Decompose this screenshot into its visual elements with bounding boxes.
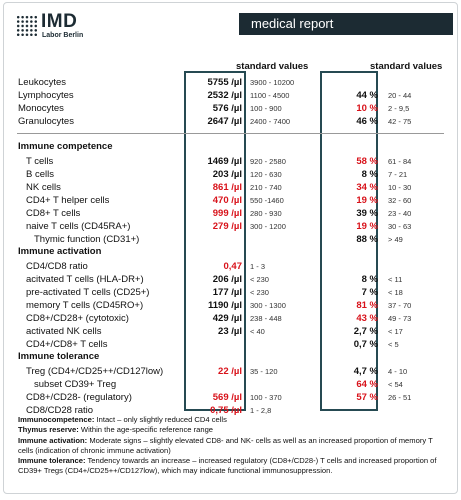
row-label: NK cells xyxy=(26,182,61,193)
row-reference: 210 - 740 xyxy=(250,183,282,192)
row-value: 999 /µl xyxy=(212,208,242,219)
row-granulocytes xyxy=(18,115,448,128)
row-percent: 64 % xyxy=(356,379,378,390)
row-reference: 280 - 930 xyxy=(250,209,282,218)
row-reference: 1 - 2,8 xyxy=(250,406,272,415)
row-label: memory T cells (CD45RO+) xyxy=(26,300,144,311)
note-title: Immunocompetence: xyxy=(18,415,95,424)
logo-name: IMD xyxy=(41,11,78,32)
row-cd4-cd8-ratio xyxy=(18,260,448,273)
row-percent-reference: 49 - 73 xyxy=(388,314,412,323)
note-title: Thymus reserve: xyxy=(18,425,79,435)
row-value: 1469 /µl xyxy=(207,156,242,167)
row-reference: 920 - 2580 xyxy=(250,157,286,166)
row-percent-reference: 4 - 10 xyxy=(388,367,408,376)
row-pre-activated-t-cells xyxy=(18,286,448,299)
row-percent-reference: > 49 xyxy=(388,235,403,244)
row-percent: 19 % xyxy=(356,221,378,232)
row-percent: 8 % xyxy=(361,169,378,180)
note-text: Tendency towards an increase – increased regulatory (CD8+/CD28-) T cells and increased proportion of CD39+ Tregs (CD4+/CD25++/CD127low), which may indicate functional immunosuppression. xyxy=(18,456,437,476)
row-label: CD8+/CD28+ (cytotoxic) xyxy=(26,313,129,324)
note-title: Immune tolerance: xyxy=(18,456,86,466)
row-label: CD4+ T helper cells xyxy=(26,195,110,206)
dot-grid-icon xyxy=(16,15,38,37)
row-value: 203 /µl xyxy=(212,169,242,180)
row-label: CD8+ T cells xyxy=(26,208,81,219)
row-percent: 8 % xyxy=(361,274,378,285)
row-label: naive T cells (CD45RA+) xyxy=(26,221,131,232)
row-lymphocytes xyxy=(18,89,448,102)
row-value: 569 /µl xyxy=(212,392,242,403)
row-label: CD4+/CD8+ T cells xyxy=(26,339,108,350)
row-reference: 300 - 1300 xyxy=(250,301,286,310)
row-activated-nk-cells xyxy=(18,325,448,338)
row-percent: 88 % xyxy=(356,234,378,245)
row-percent-reference: 61 - 84 xyxy=(388,157,412,166)
row-label: T cells xyxy=(26,156,54,167)
row-label: Treg (CD4+/CD25++/CD127low) xyxy=(26,366,164,377)
row-reference: 100 - 370 xyxy=(250,393,282,402)
row-memory-t-cells xyxy=(18,299,448,312)
divider xyxy=(17,133,444,134)
row-reference: < 40 xyxy=(250,327,265,336)
logo-subtitle: Labor Berlin xyxy=(42,32,84,39)
row-cd39-treg xyxy=(18,378,448,391)
row-percent-reference: 2 - 9,5 xyxy=(388,104,410,113)
row-percent: 81 % xyxy=(356,300,378,311)
row-percent: 7 % xyxy=(361,287,378,298)
row-percent xyxy=(326,102,378,115)
row-percent-reference: 23 - 40 xyxy=(388,209,412,218)
row-reference: 2400 - 7400 xyxy=(250,117,291,126)
row-value: 861 /µl xyxy=(212,182,242,193)
note-title: Immune activation: xyxy=(18,435,88,445)
row-label: CD4/CD8 ratio xyxy=(26,261,88,272)
note-text: Moderate signs – slightly elevated CD8- and NK- cells as well as an increased proportion of memory T cells (indication of chronic immune activation) xyxy=(18,435,433,455)
row-reference: 3900 - 10200 xyxy=(250,78,295,87)
row-reference: 550 -1460 xyxy=(250,196,284,205)
row-percent: 46 % xyxy=(356,116,378,127)
note-thymus-reserve xyxy=(18,425,443,435)
column-header-standard-values: standard values xyxy=(236,61,309,72)
row-value: 576 /µl xyxy=(212,103,242,114)
imd-logo xyxy=(16,11,126,41)
medical-report-page xyxy=(3,2,458,494)
note-immune-tolerance xyxy=(18,456,443,477)
row-label: B cells xyxy=(26,169,54,180)
row-label: CD8/CD28 ratio xyxy=(26,405,94,416)
row-value: 5755 /µl xyxy=(207,77,242,88)
row-value: 2532 /µl xyxy=(207,90,242,101)
row-reference: < 230 xyxy=(250,275,269,284)
row-value: 2647 /µl xyxy=(207,116,242,127)
row-reference: 300 - 1200 xyxy=(250,222,286,231)
row-percent: 57 % xyxy=(356,392,378,403)
row-reference: 238 - 448 xyxy=(250,314,282,323)
section-immune-activation: Immune activation xyxy=(18,246,102,257)
row-percent: 0,7 % xyxy=(353,339,378,350)
column-header-standard-values-percent: standard values xyxy=(370,61,443,72)
row-value: 0,75 /µl xyxy=(210,405,242,416)
row-percent: 58 % xyxy=(356,156,378,167)
row-percent-reference: 7 - 21 xyxy=(388,170,408,179)
row-percent: 4,7 % xyxy=(353,366,378,377)
row-value: 23 /µl xyxy=(218,326,242,337)
row-value: 22 /µl xyxy=(218,366,242,377)
row-t-cells xyxy=(18,155,448,168)
row-percent-reference: 30 - 63 xyxy=(388,222,412,231)
abnormal-percent: 10 % xyxy=(356,103,378,114)
row-percent-reference: < 18 xyxy=(388,288,403,297)
row-percent-reference: < 54 xyxy=(388,380,403,389)
row-value: 429 /µl xyxy=(212,313,242,324)
row-label: activated NK cells xyxy=(26,326,102,337)
row-label: pre-activated T cells (CD25+) xyxy=(26,287,150,298)
row-reference: 100 - 900 xyxy=(250,104,282,113)
row-label: Thymic function (CD31+) xyxy=(34,234,140,245)
note-text: Within the age-specific reference range xyxy=(80,425,214,435)
row-naive-t-cells xyxy=(18,220,448,233)
row-activated-t-cells xyxy=(18,273,448,286)
row-value: 206 /µl xyxy=(212,274,242,285)
row-value: 279 /µl xyxy=(212,221,242,232)
note-text: Intact – only slightly reduced CD4 cells xyxy=(96,415,227,424)
row-monocytes xyxy=(18,102,448,115)
row-cd8-cd28-cytotoxic xyxy=(18,312,448,325)
row-reference: 120 - 630 xyxy=(250,170,282,179)
row-label: acitvated T cells (HLA-DR+) xyxy=(26,274,144,285)
row-label: Monocytes xyxy=(18,103,64,114)
row-label: Lymphocytes xyxy=(18,90,74,101)
row-percent-reference: < 17 xyxy=(388,327,403,336)
row-percent-reference: < 5 xyxy=(388,340,399,349)
row-percent-reference: 37 - 70 xyxy=(388,301,412,310)
row-percent: 39 % xyxy=(356,208,378,219)
row-reference: 35 - 120 xyxy=(250,367,278,376)
row-label: Leukocytes xyxy=(18,77,67,88)
row-percent: 2,7 % xyxy=(353,326,378,337)
report-title: medical report xyxy=(239,13,453,35)
row-percent-reference: 26 - 51 xyxy=(388,393,412,402)
row-cd8-cd28-regulatory xyxy=(18,391,448,404)
row-percent-reference: 42 - 75 xyxy=(388,117,412,126)
row-percent-reference: 10 - 30 xyxy=(388,183,412,192)
row-value: 470 /µl xyxy=(212,195,242,206)
row-percent: 43 % xyxy=(356,313,378,324)
row-reference: 1 - 3 xyxy=(250,262,266,271)
row-value: 177 /µl xyxy=(212,287,242,298)
note-immune-activation xyxy=(18,436,443,457)
row-leukocytes xyxy=(18,76,448,89)
note-immunocompetence xyxy=(18,415,443,425)
row-b-cells xyxy=(18,168,448,181)
row-reference: 1100 - 4500 xyxy=(250,91,290,100)
row-value: 0,47 xyxy=(223,261,242,272)
row-treg xyxy=(18,365,448,378)
row-percent-reference: 32 - 60 xyxy=(388,196,412,205)
section-immune-tolerance: Immune tolerance xyxy=(18,351,100,362)
row-cd4-helper xyxy=(18,194,448,207)
row-value: 1190 /µl xyxy=(207,300,242,311)
row-reference: < 230 xyxy=(250,288,269,297)
row-cd8 xyxy=(18,207,448,220)
row-label: subset CD39+ Treg xyxy=(34,379,117,390)
row-percent: 34 % xyxy=(356,182,378,193)
row-percent-reference: 20 - 44 xyxy=(388,91,412,100)
interpretation-notes xyxy=(18,415,443,477)
row-percent: 44 % xyxy=(356,90,378,101)
row-nk-cells xyxy=(18,181,448,194)
row-label: CD8+/CD28- (regulatory) xyxy=(26,392,132,403)
section-immune-competence: Immune competence xyxy=(18,141,113,152)
row-label: Granulocytes xyxy=(18,116,74,127)
row-percent: 19 % xyxy=(356,195,378,206)
row-percent-reference: < 11 xyxy=(388,275,403,284)
